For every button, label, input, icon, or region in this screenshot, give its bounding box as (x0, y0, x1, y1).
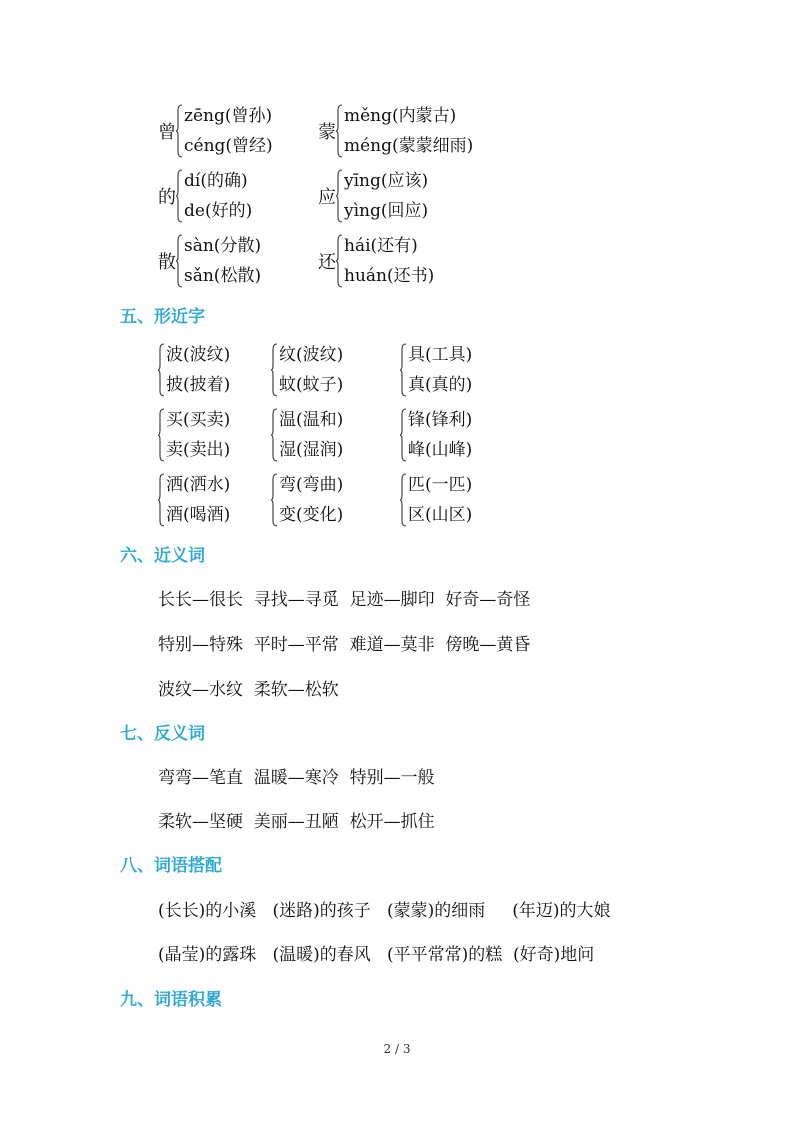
polyphone-reading-1: zēng(曾孙) (184, 106, 273, 126)
similar-char-2: 湿(湿润) (279, 440, 344, 460)
brace-icon (271, 343, 278, 397)
brace-icon (336, 104, 343, 158)
polyphone-reading-2: yìng(回应) (344, 201, 429, 221)
polyphone-reading-1: dí(的确) (184, 171, 248, 191)
similar-char-1: 具(工具) (408, 345, 473, 365)
collocation-line: (晶莹)的露珠 (温暖)的春风 (平平常常)的糕 (好奇)地问 (158, 945, 595, 965)
polyphone-reading-2: de(好的) (184, 201, 253, 221)
brace-icon (271, 473, 278, 527)
polyphone-char: 散 (158, 252, 176, 273)
brace-icon (336, 169, 343, 223)
similar-char-2: 蚊(蚊子) (279, 375, 344, 395)
collocation-line: (长长)的小溪 (迷路)的孩子 (蒙蒙)的细雨 (年迈)的大娘 (158, 901, 611, 921)
similar-char-2: 披(披着) (166, 375, 231, 395)
similar-char-1: 温(温和) (279, 410, 344, 430)
polyphone-char: 蒙 (318, 122, 336, 143)
brace-icon (271, 408, 278, 462)
brace-icon (400, 408, 407, 462)
similar-char-1: 纹(波纹) (279, 345, 344, 365)
polyphone-reading-2: sǎn(松散) (184, 266, 262, 286)
section-heading-word-accumulation: 九、词语积累 (120, 990, 222, 1010)
brace-icon (176, 169, 183, 223)
polyphone-char: 曾 (158, 122, 176, 143)
similar-char-1: 洒(洒水) (166, 475, 231, 495)
brace-icon (176, 234, 183, 288)
similar-char-2: 变(变化) (279, 505, 344, 525)
polyphone-char: 的 (158, 187, 176, 208)
polyphone-reading-1: sàn(分散) (184, 236, 262, 256)
similar-char-2: 区(山区) (408, 505, 473, 525)
section-heading-similar-chars: 五、形近字 (120, 307, 205, 327)
polyphone-char: 应 (318, 187, 336, 208)
antonym-line: 柔软—坚硬 美丽—丑陋 松开—抓住 (158, 812, 435, 832)
brace-icon (176, 104, 183, 158)
polyphone-reading-1: měng(内蒙古) (344, 106, 457, 126)
polyphone-reading-2: céng(曾经) (184, 136, 273, 156)
similar-char-2: 峰(山峰) (408, 440, 473, 460)
section-heading-word-collocation: 八、词语搭配 (120, 856, 222, 876)
similar-char-1: 弯(弯曲) (279, 475, 344, 495)
brace-icon (400, 343, 407, 397)
brace-icon (158, 408, 165, 462)
similar-char-1: 买(买卖) (166, 410, 231, 430)
polyphone-reading-1: yīng(应该) (344, 171, 429, 191)
polyphone-reading-2: méng(蒙蒙细雨) (344, 136, 474, 156)
brace-icon (400, 473, 407, 527)
polyphone-reading-2: huán(还书) (344, 266, 435, 286)
brace-icon (336, 234, 343, 288)
section-heading-antonyms: 七、反义词 (120, 724, 205, 744)
section-heading-synonyms: 六、近义词 (120, 546, 205, 566)
polyphone-reading-1: hái(还有) (344, 236, 418, 256)
similar-char-2: 真(真的) (408, 375, 473, 395)
similar-char-1: 匹(一匹) (408, 475, 473, 495)
synonym-line: 长长—很长 寻找—寻觅 足迹—脚印 好奇—奇怪 (158, 590, 531, 610)
antonym-line: 弯弯—笔直 温暖—寒冷 特别—一般 (158, 768, 435, 788)
brace-icon (158, 473, 165, 527)
similar-char-1: 波(波纹) (166, 345, 231, 365)
brace-icon (158, 343, 165, 397)
page-number: 2 / 3 (383, 1042, 411, 1056)
similar-char-2: 酒(喝酒) (166, 505, 231, 525)
synonym-line: 特别—特殊 平时—平常 难道—莫非 傍晚—黄昏 (158, 635, 531, 655)
similar-char-1: 锋(锋利) (408, 410, 473, 430)
polyphone-char: 还 (318, 252, 336, 273)
similar-char-2: 卖(卖出) (166, 440, 231, 460)
synonym-line: 波纹—水纹 柔软—松软 (158, 680, 339, 700)
